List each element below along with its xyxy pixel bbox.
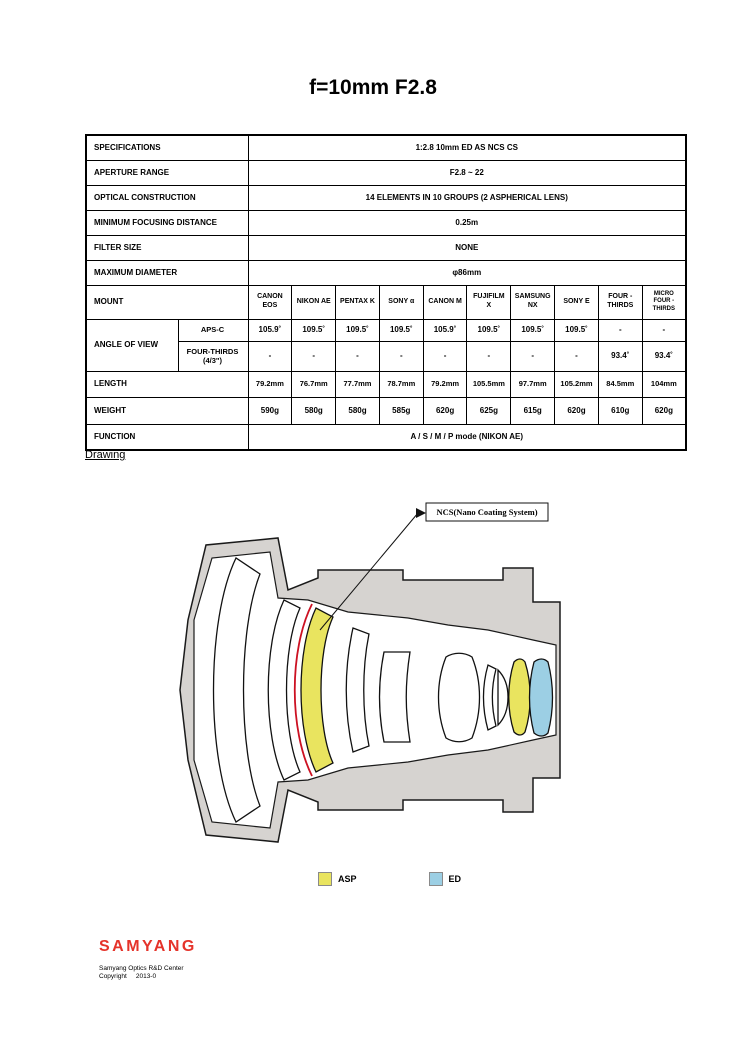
weight-value: 610g: [598, 397, 642, 424]
mount-samsung-nx: SAMSUNG NX: [511, 285, 555, 319]
apsc-value: 109.5˚: [292, 319, 336, 341]
max-diameter-label: MAXIMUM DIAMETER: [86, 260, 248, 285]
drawing-section-label: Drawing: [85, 449, 126, 461]
page-title: f=10mm F2.8: [309, 76, 437, 99]
apsc-value: 105.9˚: [423, 319, 467, 341]
four-thirds-value: -: [336, 341, 380, 371]
function-value: A / S / M / P mode (NIKON AE): [248, 424, 686, 450]
asp-lens-element-rear: [509, 659, 531, 735]
angle-of-view-label: ANGLE OF VIEW: [86, 319, 178, 371]
four-thirds-value: -: [511, 341, 555, 371]
legend-item-asp: [318, 872, 357, 886]
samyang-logo: SAMYANG: [99, 938, 197, 955]
ncs-arrowhead-icon: [416, 508, 426, 518]
apsc-value: 109.5˚: [511, 319, 555, 341]
lens-element-6: [439, 653, 480, 742]
drawing-legend: [318, 872, 461, 886]
footer: [99, 938, 197, 980]
apsc-value: 105.9˚: [248, 319, 292, 341]
weight-value: 580g: [336, 397, 380, 424]
mount-fujifilm-x: FUJIFILM X: [467, 285, 511, 319]
four-thirds-value: 93.4˚: [598, 341, 642, 371]
weight-value: 580g: [292, 397, 336, 424]
weight-label: WEIGHT: [86, 397, 248, 424]
ed-legend-label: ED: [448, 874, 462, 884]
weight-value: 615g: [511, 397, 555, 424]
function-row: [86, 424, 686, 450]
mount-nikon-ae: NIKON AE: [292, 285, 336, 319]
optical-construction-value: 14 ELEMENTS IN 10 GROUPS (2 ASPHERICAL LENS): [248, 185, 686, 210]
mount-four-thirds: FOUR -THIRDS: [598, 285, 642, 319]
asp-color-swatch: [318, 872, 332, 886]
apsc-value: 109.5˚: [379, 319, 423, 341]
max-diameter-value: φ86mm: [248, 260, 686, 285]
four-thirds-sublabel: FOUR-THIRDS (4/3"): [178, 341, 248, 371]
length-value: 76.7mm: [292, 371, 336, 397]
lens-cross-section: [148, 500, 578, 860]
four-thirds-value: -: [423, 341, 467, 371]
aperture-range-value: F2.8 ~ 22: [248, 160, 686, 185]
apsc-value: 109.5˚: [555, 319, 599, 341]
ed-color-swatch: [429, 872, 443, 886]
length-value: 79.2mm: [423, 371, 467, 397]
legend-item-ed: [429, 872, 462, 886]
length-value: 77.7mm: [336, 371, 380, 397]
function-label: FUNCTION: [86, 424, 248, 450]
length-value: 104mm: [642, 371, 686, 397]
mount-pentax-k: PENTAX K: [336, 285, 380, 319]
length-value: 105.5mm: [467, 371, 511, 397]
mount-row: [86, 285, 686, 319]
mount-micro-four-thirds: MICRO FOUR -THIRDS: [642, 285, 686, 319]
mount-sony-alpha: SONY α: [379, 285, 423, 319]
footer-copyright-line: Copyright 2013-0: [99, 973, 157, 980]
length-label: LENGTH: [86, 371, 248, 397]
length-value: 97.7mm: [511, 371, 555, 397]
four-thirds-value: 93.4˚: [642, 341, 686, 371]
weight-value: 590g: [248, 397, 292, 424]
weight-value: 620g: [642, 397, 686, 424]
weight-value: 620g: [555, 397, 599, 424]
length-value: 79.2mm: [248, 371, 292, 397]
lens-drawing: [0, 500, 746, 920]
four-thirds-value: -: [379, 341, 423, 371]
four-thirds-value: -: [555, 341, 599, 371]
table-row: [86, 210, 686, 235]
mount-canon-m: CANON M: [423, 285, 467, 319]
table-row: [86, 235, 686, 260]
length-value: 84.5mm: [598, 371, 642, 397]
ncs-annotation-text: NCS(Nano Coating System): [436, 507, 538, 517]
mount-label: MOUNT: [86, 285, 248, 319]
angle-apsc-row: [86, 319, 686, 341]
min-focus-distance-label: MINIMUM FOCUSING DISTANCE: [86, 210, 248, 235]
min-focus-distance-value: 0.25m: [248, 210, 686, 235]
weight-value: 625g: [467, 397, 511, 424]
length-row: [86, 371, 686, 397]
apsc-sublabel: APS-C: [178, 319, 248, 341]
aperture-range-label: APERTURE RANGE: [86, 160, 248, 185]
four-thirds-value: -: [248, 341, 292, 371]
apsc-value: 109.5˚: [467, 319, 511, 341]
weight-value: 620g: [423, 397, 467, 424]
apsc-value: -: [642, 319, 686, 341]
filter-size-value: NONE: [248, 235, 686, 260]
asp-legend-label: ASP: [338, 874, 357, 884]
table-row: [86, 160, 686, 185]
four-thirds-value: -: [467, 341, 511, 371]
ed-lens-element: [530, 659, 553, 736]
mount-sony-e: SONY E: [555, 285, 599, 319]
weight-row: [86, 397, 686, 424]
lens-element-5: [380, 652, 411, 742]
table-row: [86, 260, 686, 285]
apsc-value: -: [598, 319, 642, 341]
table-row: [86, 135, 686, 160]
filter-size-label: FILTER SIZE: [86, 235, 248, 260]
spec-table: [85, 134, 687, 451]
footer-org-line: Samyang Optics R&D Center: [99, 965, 184, 972]
optical-construction-label: OPTICAL CONSTRUCTION: [86, 185, 248, 210]
four-thirds-value: -: [292, 341, 336, 371]
apsc-value: 109.5˚: [336, 319, 380, 341]
length-value: 78.7mm: [379, 371, 423, 397]
length-value: 105.2mm: [555, 371, 599, 397]
weight-value: 585g: [379, 397, 423, 424]
mount-canon-eos: CANON EOS: [248, 285, 292, 319]
specifications-value: 1:2.8 10mm ED AS NCS CS: [248, 135, 686, 160]
specifications-label: SPECIFICATIONS: [86, 135, 248, 160]
table-row: [86, 185, 686, 210]
